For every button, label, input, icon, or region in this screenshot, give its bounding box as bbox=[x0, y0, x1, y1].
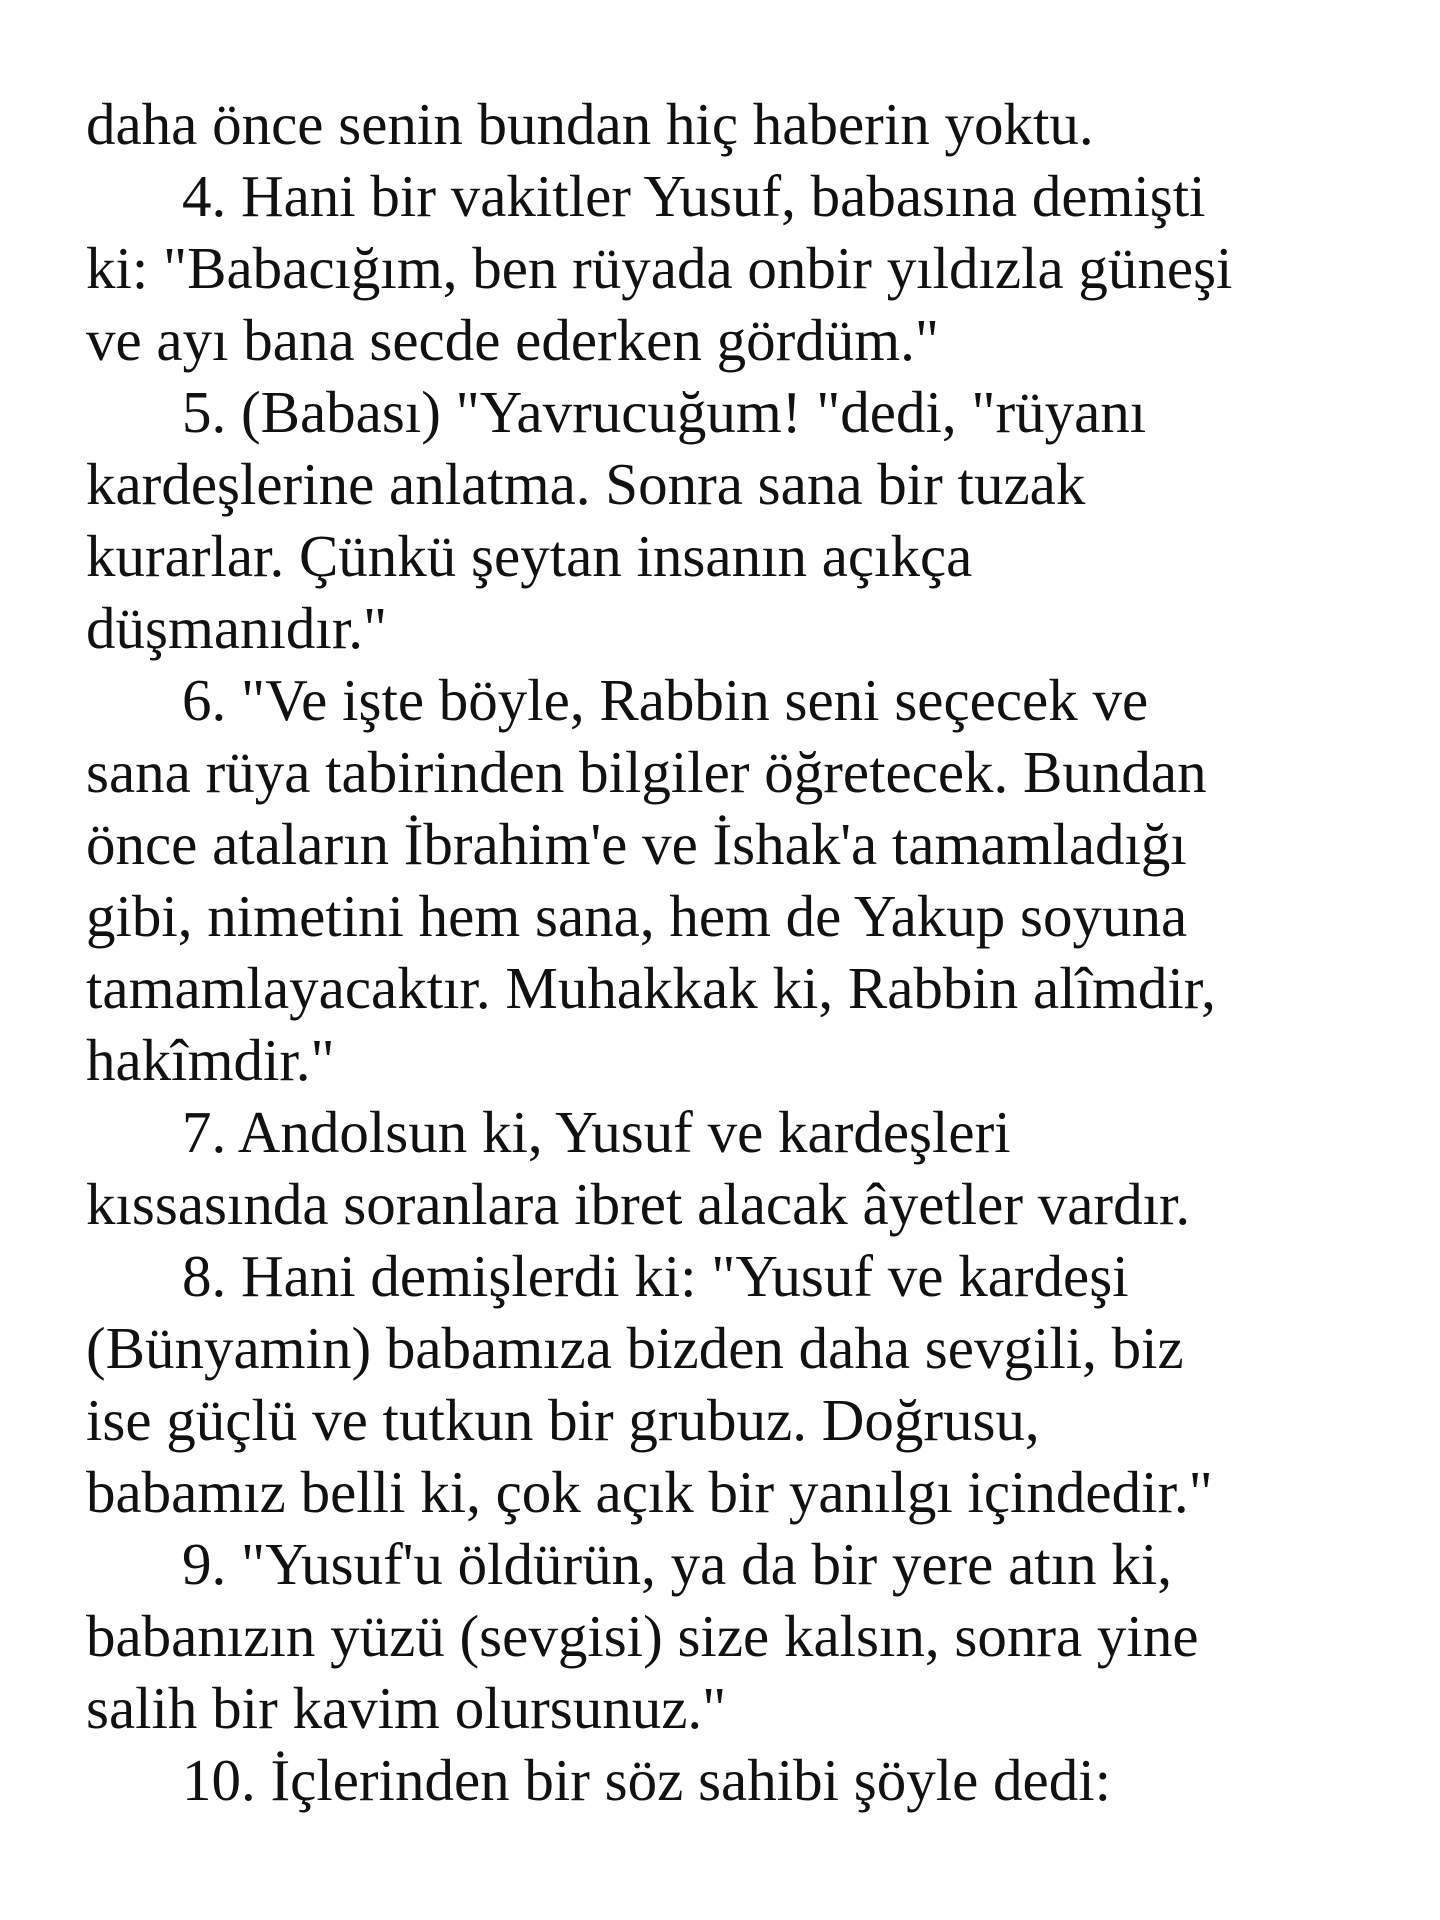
text-line: sana rüya tabirinden bilgiler öğretecek. Bundan bbox=[86, 739, 1207, 805]
text-line: babamız belli ki, çok açık bir yanılgı içindedir." bbox=[86, 1459, 1213, 1525]
text-line: önce ataların İbrahim'e ve İshak'a tamamladığı bbox=[86, 811, 1187, 877]
text-line: kıssasında soranlara ibret alacak âyetler vardır. bbox=[86, 1171, 1191, 1237]
text-line: 4. Hani bir vakitler Yusuf, babasına demişti bbox=[182, 163, 1206, 229]
text-line: gibi, nimetini hem sana, hem de Yakup soyuna bbox=[86, 883, 1188, 949]
text-line: ise güçlü ve tutkun bir grubuz. Doğrusu, bbox=[86, 1387, 1040, 1453]
text-line: 5. (Babası) "Yavrucuğum! "dedi, "rüyanı bbox=[182, 379, 1147, 445]
text-line: hakîmdir." bbox=[86, 1027, 335, 1093]
text-line: daha önce senin bundan hiç haberin yoktu. bbox=[86, 91, 1094, 157]
document-page bbox=[86, 88, 1386, 1816]
text-line: kurarlar. Çünkü şeytan insanın açıkça bbox=[86, 523, 973, 589]
text-line: babanızın yüzü (sevgisi) size kalsın, sonra yine bbox=[86, 1603, 1199, 1669]
text-line: 9. "Yusuf'u öldürün, ya da bir yere atın ki, bbox=[182, 1531, 1172, 1597]
text-line: kardeşlerine anlatma. Sonra sana bir tuzak bbox=[86, 451, 1086, 517]
text-line: 7. Andolsun ki, Yusuf ve kardeşleri bbox=[182, 1099, 1011, 1165]
text-line: düşmanıdır." bbox=[86, 595, 388, 661]
text-line: ki: "Babacığım, ben rüyada onbir yıldızla güneşi bbox=[86, 235, 1233, 301]
text-line: tamamlayacaktır. Muhakkak ki, Rabbin alîmdir, bbox=[86, 955, 1216, 1021]
text-line: ve ayı bana secde ederken gördüm." bbox=[86, 307, 939, 373]
text-line: salih bir kavim olursunuz." bbox=[86, 1675, 727, 1741]
text-line: (Bünyamin) babamıza bizden daha sevgili, biz bbox=[86, 1315, 1184, 1381]
text-line: 10. İçlerinden bir söz sahibi şöyle dedi: bbox=[182, 1747, 1112, 1813]
text-line: 6. "Ve işte böyle, Rabbin seni seçecek ve bbox=[182, 667, 1149, 733]
text-line: 8. Hani demişlerdi ki: "Yusuf ve kardeşi bbox=[182, 1243, 1129, 1309]
